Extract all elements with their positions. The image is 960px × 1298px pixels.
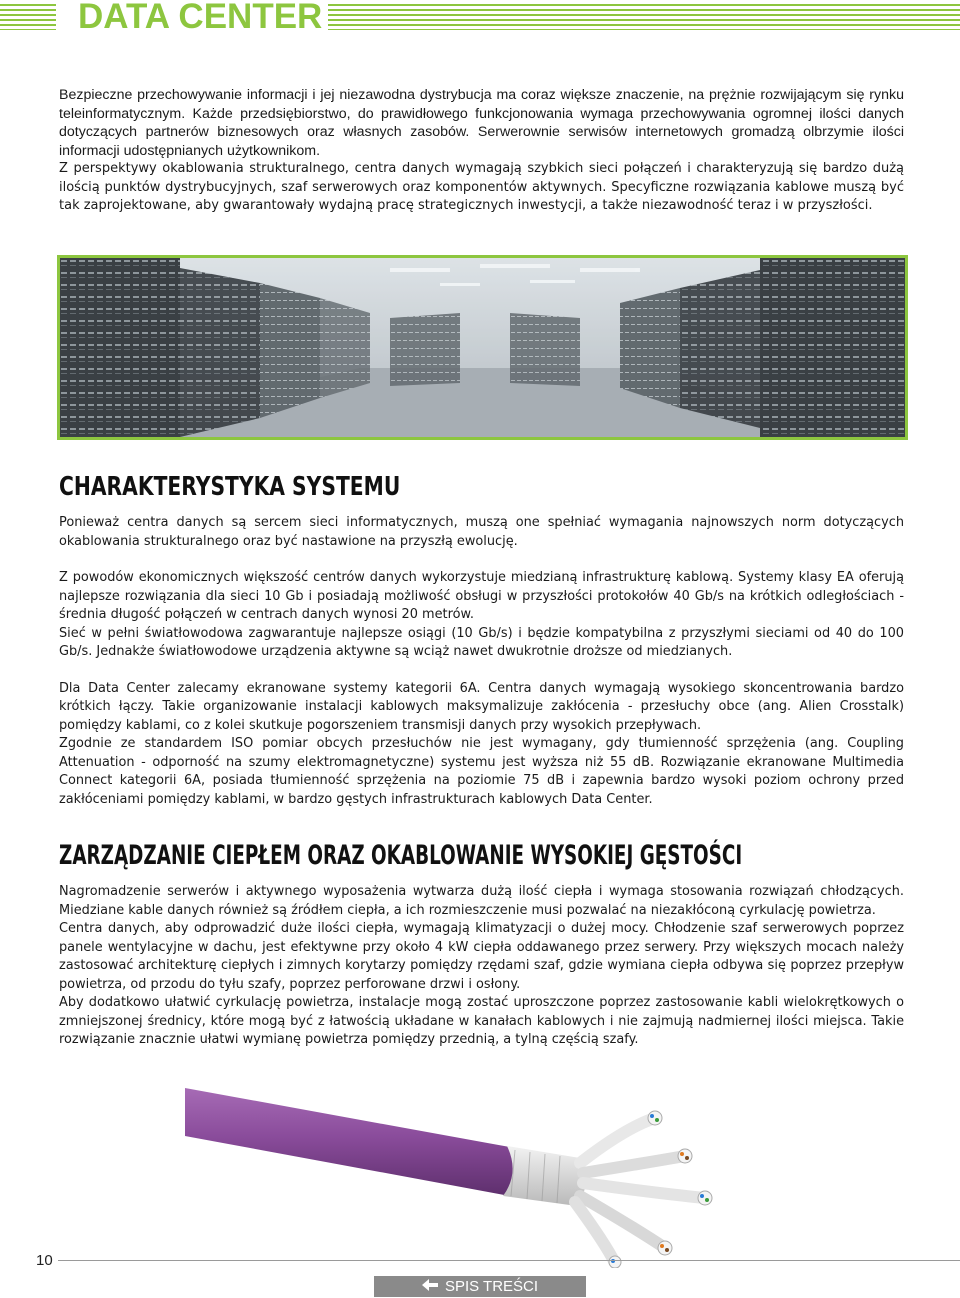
page-number: 10: [36, 1252, 53, 1269]
system-paragraph-1: Ponieważ centra danych są sercem sieci informatycznych, muszą one spełniać wymagania najnowszych norm dotyczących okablowania strukturalnego oraz być nastawione na przyszłą ewolucję.: [59, 515, 904, 549]
footer-divider: [58, 1260, 960, 1261]
cable-image: [185, 1078, 770, 1268]
section-heading-system: CHARAKTERYSTYKA SYSTEMU: [59, 472, 401, 502]
intro-paragraph-1: Bezpieczne przechowywanie informacji i jej niezawodna dystrybucja ma coraz większe znaczenie, na prężnie rozwijającym się rynku teleinformatycznym. Każde przedsiębiorstwo, do prawidłowego funkcjonowania wymaga przechowywania ogromnej ilości danych dotyczących partnerów biznesowych oraz własnych zasobów. Serwerownie serwisów internetowych gromadzą olbrzymie ilości informacji udostępnianych użytkownikom.: [59, 87, 904, 159]
toc-button-label: SPIS TREŚCI: [444, 1278, 539, 1295]
system-paragraph-4: Dla Data Center zalecamy ekranowane systemy kategorii 6A. Centra danych wymagają wysokiego skoncentrowania bardzo krótkich łączy. Takie organizowanie instalacji kablowych maksymalizuje zakłócenia - przesłuchy obce (ang. Alien Crosstalk) pomiędzy kablami, co z kolei skutkuje pogorszeniem transmisji danych przy wysokich przepływach.: [59, 680, 904, 733]
system-paragraph-5: Zgodnie ze standardem ISO pomiar obcych przesłuchów nie jest wymagany, gdy tłumienność sprzężenia (ang. Coupling Attenuation - odporność na szumy elektromagnetyczne) systemu jest wyższa niż 55 dB. Rozwiązanie ekranowane Multimedia Connect kategorii 6A, posiada tłumienność sprzężenia na poziomie 75 dB i zapewnia bardzo wysoki poziom ochrony przed zakłóceniami pomiędzy kablami, w bardzo gęstych infrastrukturach kablowych Data Center.: [59, 736, 904, 807]
page-header: [0, 0, 960, 36]
page-title: DATA CENTER: [78, 0, 323, 36]
system-paragraph-2: Z powodów ekonomicznych większość centrów danych wykorzystuje miedzianą infrastrukturę kablową. Systemy klasy EA oferują najlepsze rozwiązania dla sieci 10 Gb i posiadają możliwość obsługi w przyszłości protokołów 40 Gb/s na krótkich odległościach - średnia długość połączeń w centrach danych wynosi 20 metrów.: [59, 570, 904, 622]
heat-paragraph-2: Centra danych, aby odprowadzić duże ilości ciepła, wymagają klimatyzacji o dużej mocy. Chłodzenie szaf serwerowych poprzez panele wentylacyjne w dachu, jest efektywne przy około 4 kW ciepła oddawanego przez serwery. Przy większych mocach należy zastosować architekturę ciepłych i zimnych korytarzy pomiędzy rzędami szaf, gdzie wymiana ciepła odbywa się poprzez przepływ powietrza, od przodu do tyłu szafy, poprzez perforowane drzwi i osłony.: [59, 921, 904, 992]
section-system-text: [59, 514, 904, 809]
intro-text: [59, 86, 904, 216]
server-room-photo: [57, 255, 908, 440]
section-heading-heat: ZARZĄDZANIE CIEPŁEM ORAZ OKABLOWANIE WYSOKIEJ GĘSTOŚCI: [59, 840, 743, 871]
header-stripes-left: [0, 4, 56, 30]
heat-paragraph-3: Aby dodatkowo ułatwić cyrkulację powietrza, instalacje mogą zostać uproszczone poprzez zastosowanie kabli wielokrętkowych o zmniejszonej średnicy, które mogą być z łatwością układane w kanałach kablowych i nie zajmują nadmiernej ilości miejsca. Takie rozwiązanie znacznie ułatwi wymianę powietrza pomiędzy przednią, a tylną częścią szafy.: [59, 995, 904, 1047]
heat-paragraph-1: Nagromadzenie serwerów i aktywnego wyposażenia wytwarza dużą ilość ciepła i wymaga stosowania rozwiązań chłodzących. Miedziane kable danych również są źródłem ciepła, a ich rozmieszczenie musi pozwalać na niezakłóconą cyrkulację powietrza.: [59, 884, 904, 918]
intro-paragraph-2: Z perspektywy okablowania strukturalnego, centra danych wymagają szybkich sieci połączeń i charakteryzują się bardzo dużą ilością punktów dystrybucyjnych, szaf serwerowych oraz komponentów aktywnych. Specyficzne rozwiązania kablowe muszą być tak zaprojektowane, aby gwarantowały wydajną pracę strategicznych inwestycji, a także niezawodność teraz i w przyszłości.: [59, 161, 904, 213]
header-stripes-right: [328, 4, 960, 30]
arrow-left-icon: [422, 1278, 438, 1295]
system-paragraph-3: Sieć w pełni światłowodowa zagwarantuje najlepsze osiągi (10 Gb/s) i będzie kompatybilna z przyszłymi sieciami od 40 do 100 Gb/s. Jednakże światłowodowe urządzenia aktywne są wciąż nawet dwukrotnie droższe od miedzianych.: [59, 625, 904, 659]
table-of-contents-button[interactable]: [374, 1276, 586, 1297]
section-heat-text: [59, 883, 904, 1050]
